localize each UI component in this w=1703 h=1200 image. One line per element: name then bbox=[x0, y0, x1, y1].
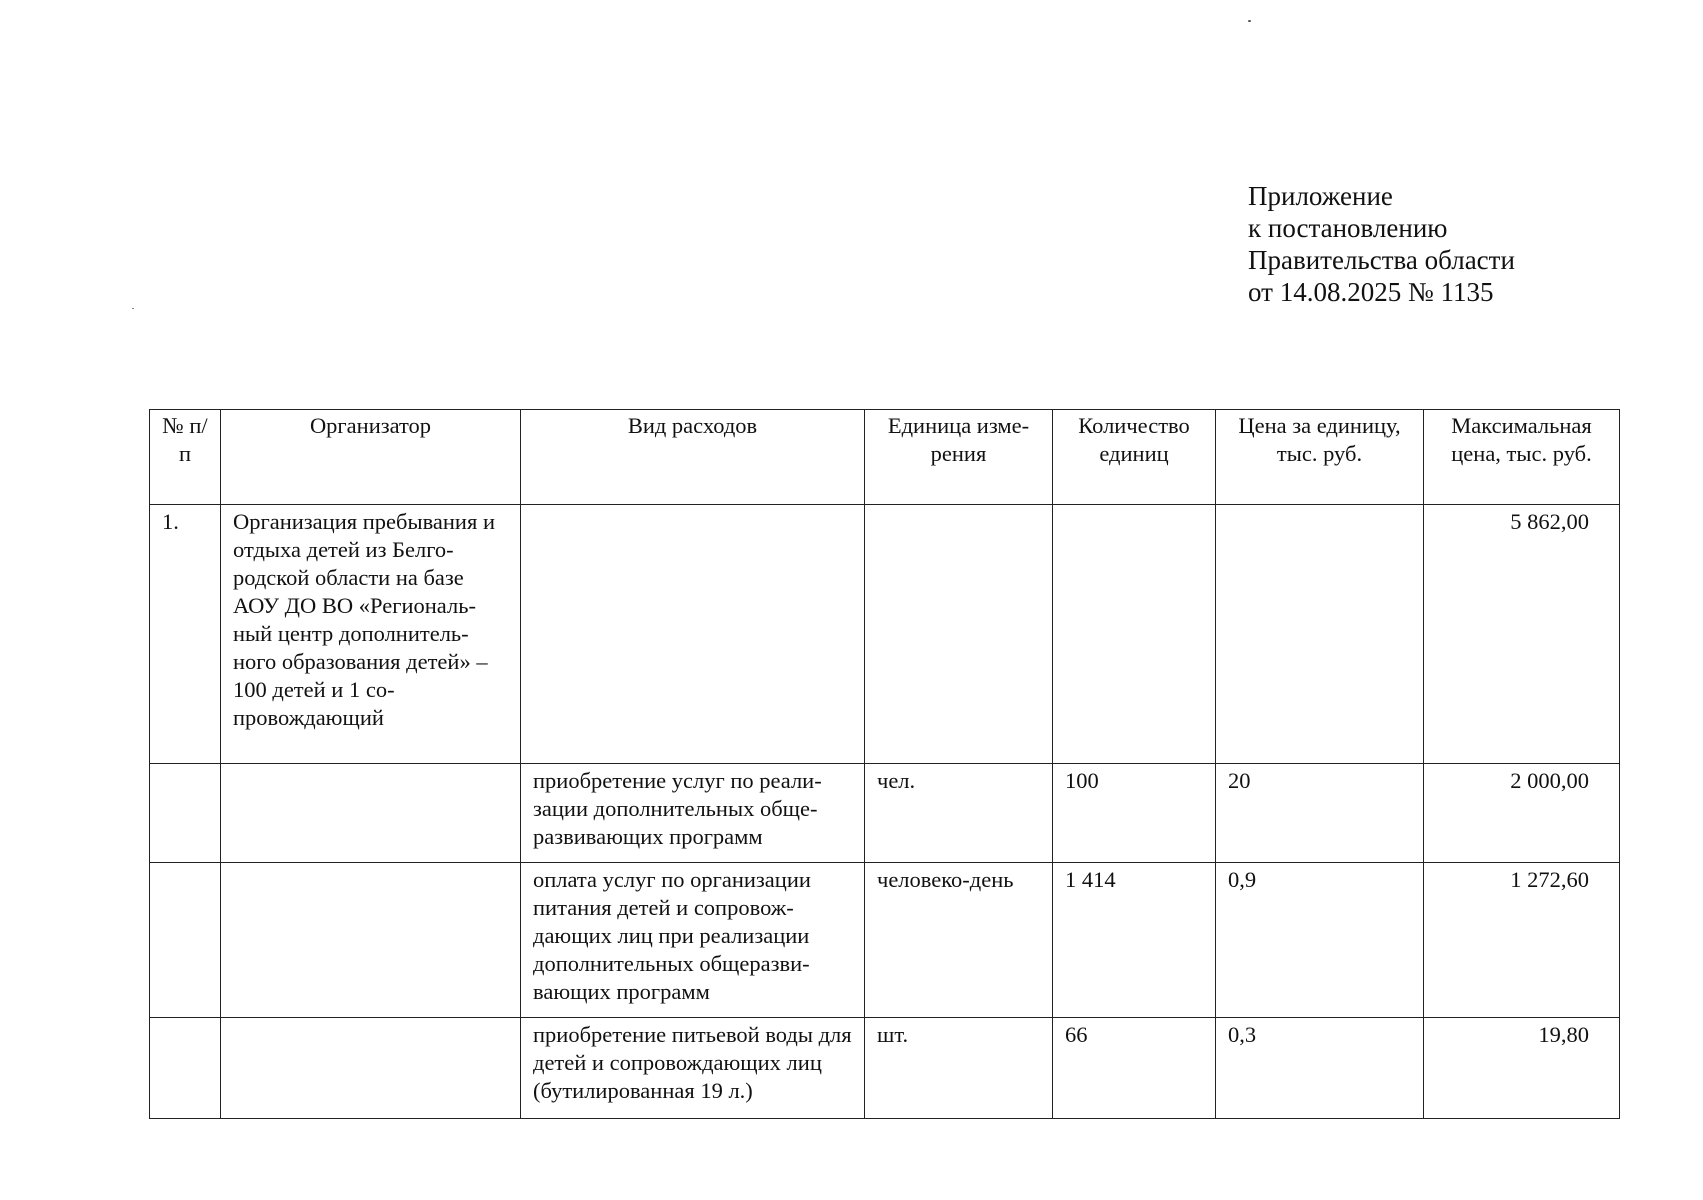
cell-unit: человеко-день bbox=[865, 863, 1053, 1018]
cell-expense-type: оплата услуг по организации питания детей и сопровож-дающих лиц при реализации дополнительных общеразви-вающих программ bbox=[521, 863, 865, 1018]
appendix-line-2: к постановлению bbox=[1248, 213, 1448, 243]
scan-speck-top bbox=[1248, 20, 1251, 22]
header-unit: Единица изме-рения bbox=[865, 410, 1053, 505]
cell-expense-type: приобретение питьевой воды для детей и сопровождающих лиц (бутилированная 19 л.) bbox=[521, 1018, 865, 1119]
table-row bbox=[150, 505, 1620, 764]
cell-unit-price: 0,3 bbox=[1216, 1018, 1424, 1119]
cell-unit: шт. bbox=[865, 1018, 1053, 1119]
table-row bbox=[150, 863, 1620, 1018]
cell-max-price: 5 862,00 bbox=[1424, 505, 1620, 764]
header-max-price: Максимальная цена, тыс. руб. bbox=[1424, 410, 1620, 505]
cell-num bbox=[150, 863, 221, 1018]
header-expense-type: Вид расходов bbox=[521, 410, 865, 505]
cell-quantity bbox=[1053, 505, 1216, 764]
cell-organizer bbox=[221, 1018, 521, 1119]
cell-unit: чел. bbox=[865, 764, 1053, 863]
cell-num: 1. bbox=[150, 505, 221, 764]
cell-max-price: 1 272,60 bbox=[1424, 863, 1620, 1018]
expense-table bbox=[149, 409, 1620, 1119]
header-organizer: Организатор bbox=[221, 410, 521, 505]
cell-expense-type bbox=[521, 505, 865, 764]
table-row bbox=[150, 764, 1620, 863]
cell-unit-price: 0,9 bbox=[1216, 863, 1424, 1018]
cell-unit-price bbox=[1216, 505, 1424, 764]
table-row bbox=[150, 1018, 1620, 1119]
appendix-line-3: Правительства области bbox=[1248, 245, 1515, 275]
appendix-header bbox=[1248, 180, 1515, 308]
cell-num bbox=[150, 764, 221, 863]
cell-quantity: 66 bbox=[1053, 1018, 1216, 1119]
cell-organizer bbox=[221, 764, 521, 863]
appendix-line-4: от 14.08.2025 № 1135 bbox=[1248, 277, 1494, 307]
cell-quantity: 100 bbox=[1053, 764, 1216, 863]
cell-max-price: 19,80 bbox=[1424, 1018, 1620, 1119]
cell-organizer: Организация пребывания и отдыха детей из Белго-родской области на базе АОУ ДО ВО «Региональ-ный центр дополнитель-ного образования детей» – 100 детей и 1 со-провождающий bbox=[221, 505, 521, 764]
header-quantity: Количество единиц bbox=[1053, 410, 1216, 505]
cell-unit bbox=[865, 505, 1053, 764]
scan-speck-left bbox=[132, 308, 134, 309]
cell-quantity: 1 414 bbox=[1053, 863, 1216, 1018]
cell-num bbox=[150, 1018, 221, 1119]
cell-unit-price: 20 bbox=[1216, 764, 1424, 863]
cell-expense-type: приобретение услуг по реали-зации дополнительных обще-развивающих программ bbox=[521, 764, 865, 863]
cell-max-price: 2 000,00 bbox=[1424, 764, 1620, 863]
appendix-line-1: Приложение bbox=[1248, 181, 1393, 211]
cell-organizer bbox=[221, 863, 521, 1018]
header-num: № п/п bbox=[150, 410, 221, 505]
header-unit-price: Цена за единицу, тыс. руб. bbox=[1216, 410, 1424, 505]
table-header-row bbox=[150, 410, 1620, 505]
